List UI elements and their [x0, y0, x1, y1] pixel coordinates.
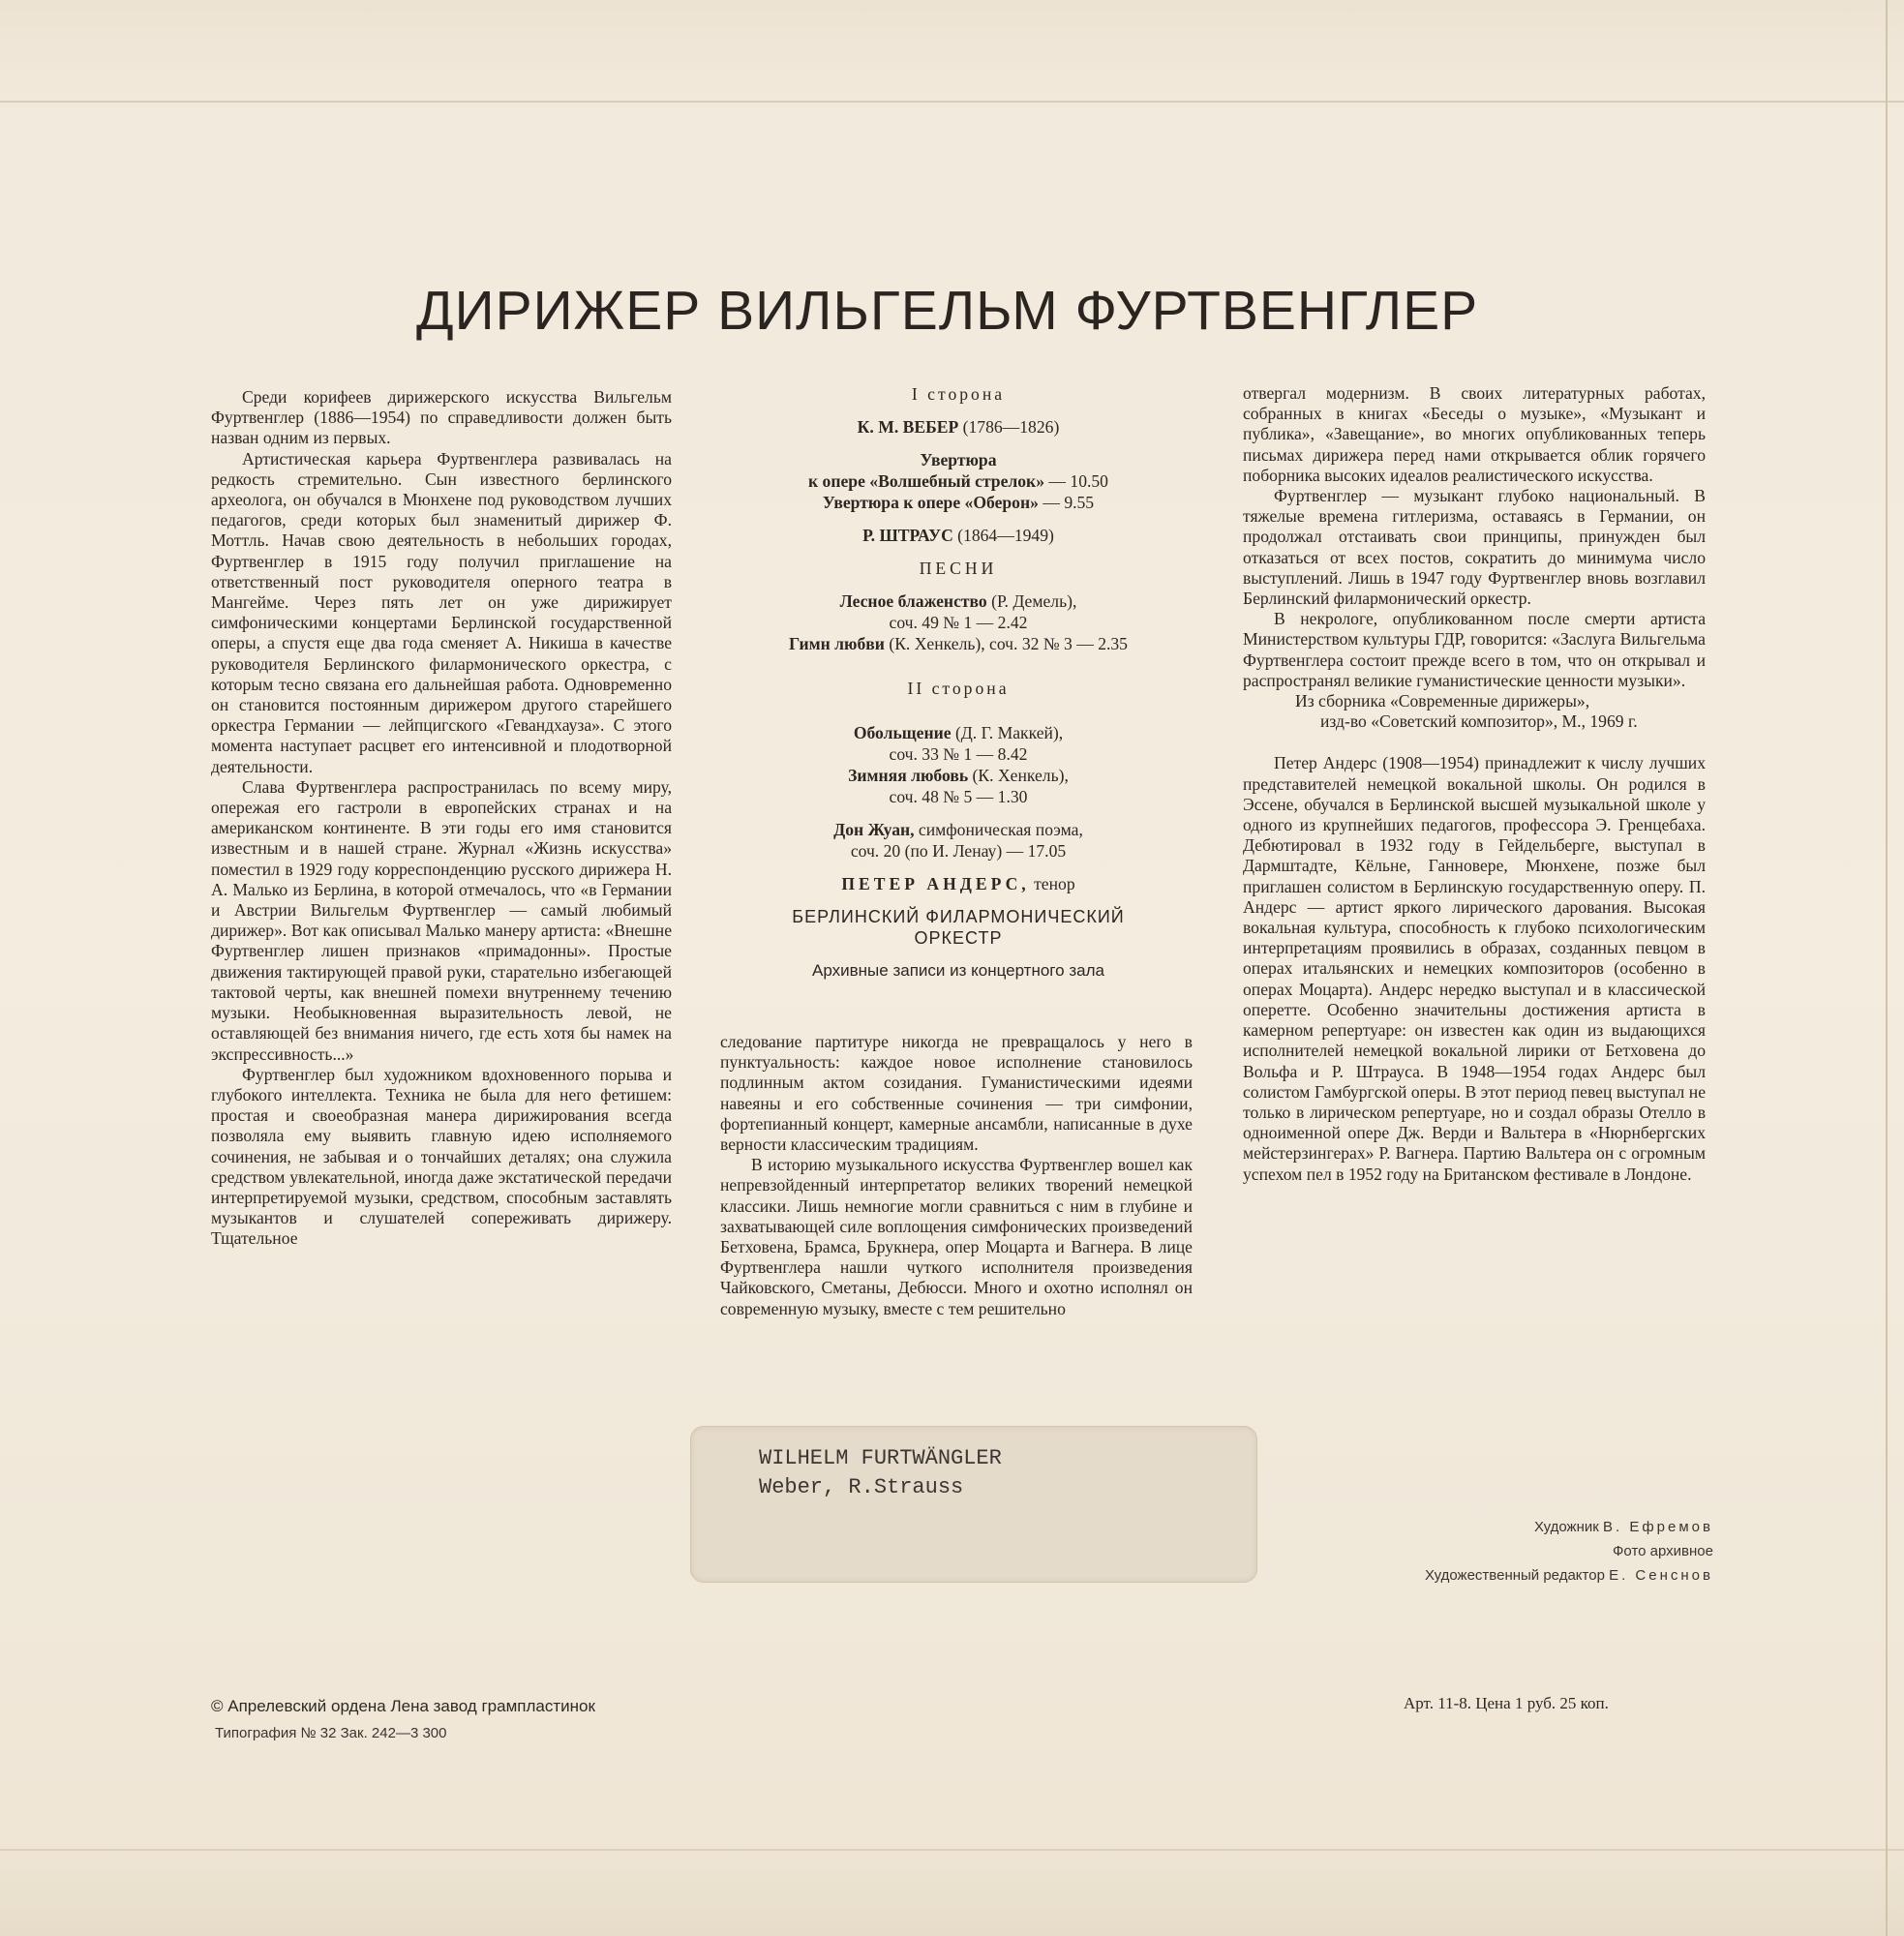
sticker-line-1: WILHELM FURTWÄNGLER [759, 1446, 1002, 1470]
paragraph: отвергал модернизм. В своих литературных работах, собранных в книгах «Беседы о музыке», «Музыкант и публика», «Завещание», во многих опубликованных теперь письмах дирижера перед нами открывается облик горячего поборника высоких идеалов реалистического искусства. [1243, 383, 1706, 485]
source-citation-publisher: изд-во «Советский композитор», М., 1969 г. [1320, 711, 1638, 732]
track-5: Обольщение (Д. Г. Маккей), соч. 33 № 1 — 8.42 [853, 723, 1064, 764]
paragraph: следование партитуре никогда не превращалось у него в пунктуальность: каждое новое исполнение становилось подлинным актом созидания. Гуманистическими идеями навеяны и его собственные сочинения — три симфонии, фортепианный концерт, камерные ансамбли, написанные в духе верности классическим традициям. [720, 1032, 1193, 1155]
price-line: Арт. 11-8. Цена 1 руб. 25 коп. [1404, 1694, 1609, 1712]
composer-weber: К. М. ВЕБЕР (1786—1826) [857, 417, 1060, 437]
paragraph: Слава Фуртвенглера распространилась по всему миру, опережая его гастроли в европейских странах и на американском континенте. В эти годы его имя становится известным и в нашей стране. Журнал «Жизнь искусства» поместил в 1929 году корреспонденцию русского дирижера Н. А. Малько из Берлина, в которой отмечалось, что «в Германии и Австрии Вильгельм Фуртвенглер — самый любимый дирижер». Вот как описывал Малько манеру артиста: «Внешне Фуртвенглер лишен признаков «примадонны». Простые движения тактирующей правой руки, старательно избегающей тактовой черты, как внешней помехи внутреннему течению музыки. Необыкновенная выразительность левой, не оставляющей без внимания ничего, где есть хотя бы намек на экспрессивность...» [211, 776, 672, 1064]
songs-heading: ПЕСНИ [919, 559, 998, 578]
paragraph: Фуртвенглер был художником вдохновенного порыва и глубокого интеллекта. Техника не была для него фетишем: простая и своеобразная манера дирижирования всегда позволяла ему выявить главную идею исполняемого сочинения, не забывая и о тончайших деталях; она служила средством увлекательной, иногда даже экстатической передачи интерпретируемой музыки, средством, способным заставлять музыкантов и слушателей сопереживать дирижеру. Тщательное [211, 1064, 672, 1249]
track-1: Увертюра к опере «Волшебный стрелок» — 10.50 [808, 450, 1108, 491]
biography-middle-column [720, 1032, 1193, 1319]
source-citation: Из сборника «Современные дирижеры», [1295, 691, 1590, 711]
tracklist [726, 383, 1191, 982]
track-4: Гимн любви (К. Хенкель), соч. 32 № 3 — 2.35 [789, 634, 1128, 653]
biography-left-column [211, 387, 672, 1250]
track-2: Увертюра к опере «Оберон» — 9.55 [822, 493, 1095, 512]
archive-note: Архивные записи из концертного зала [812, 961, 1104, 980]
track-7: Дон Жуан, симфоническая поэма, соч. 20 (по И. Ленау) — 17.05 [833, 820, 1083, 861]
paragraph: Фуртвенглер — музыкант глубоко национальный. В тяжелые времена гитлеризма, оставаясь в Германии, он продолжал отстаивать свои принципы, принужден был отказаться от всех постов, сократить до минимума число выступлений. Лишь в 1947 году Фуртвенглер вновь возглавил Берлинский филармонический оркестр. [1243, 486, 1706, 609]
paragraph: Артистическая карьера Фуртвенглера развивалась на редкость стремительно. Сын известного берлинского археолога, он обучался в Мюнхене под руководством лучших педагогов, среди которых был знаменитый дирижер Ф. Моттль. Начав свою деятельность в небольших городах, Фуртвенглер в 1915 году получил приглашение на ответственный пост руководителя оперного театра в Мангейме. Через пять лет он уже дирижирует симфоническими концертами Берлинской государственной оперы, а спустя еще два года сменяет А. Никиша в качестве руководителя Берлинского филармонического оркестра, с которым тесно связана его дальнейшая работа. Одновременно он становится постоянным дирижером другого старейшего оркестра Германии — лейпцигского «Гевандхауза». С этого момента наступает расцвет его интенсивной и плодотворной деятельности. [211, 448, 672, 776]
track-6: Зимняя любовь (К. Хенкель), соч. 48 № 5 — 1.30 [848, 766, 1069, 806]
orchestra: БЕРЛИНСКИЙ ФИЛАРМОНИЧЕСКИЙ ОРКЕСТР [792, 907, 1125, 948]
paragraph: В историю музыкального искусства Фуртвенглер вошел как непревзойденный интерпретатор великих творений немецкой классики. Лишь немногие могли сравниться с ним в глубине и захватывающей силе воплощения симфонических произведений Бетховена, Брамса, Брукнера, опер Моцарта и Вагнера. В лице Фуртвенглера нашли чуткого исполнителя произведения Чайковского, Сметаны, Дебюсси. Много и охотно исполнял он современную музыку, вместе с тем решительно [720, 1155, 1193, 1318]
catalog-sticker [690, 1426, 1257, 1583]
soloist: ПЕТЕР АНДЕРС, тенор [841, 874, 1075, 893]
credits [1307, 1515, 1713, 1588]
printing-line: Типография № 32 Зак. 242—3 300 [215, 1725, 447, 1741]
credit-artist: Художник В. Ефремов [1533, 1519, 1713, 1535]
fold-line-top [0, 101, 1904, 103]
biography-right-column [1243, 383, 1706, 1185]
publisher-line: © Апрелевский ордена Лена завод грампластинок [211, 1697, 595, 1715]
page-title: ДИРИЖЕР ВИЛЬГЕЛЬМ ФУРТВЕНГЛЕР [416, 280, 1479, 342]
fold-line-bottom [0, 1849, 1904, 1851]
paragraph: Среди корифеев дирижерского искусства Вильгельм Фуртвенглер (1886—1954) по справедливости должен быть назван одним из первых. [211, 387, 672, 448]
sticker-line-2: Weber, R.Strauss [759, 1475, 964, 1499]
credit-photo: Фото архивное [1613, 1543, 1713, 1559]
credit-editor: Художественный редактор Е. Сенснов [1424, 1567, 1713, 1584]
track-3: Лесное блаженство (Р. Демель), соч. 49 № 1 — 2.42 [839, 591, 1077, 632]
side-one-heading: I сторона [911, 384, 1006, 404]
paragraph: В некрологе, опубликованном после смерти артиста Министерством культуры ГДР, говорится: «Заслуга Вильгельма Фуртвенглера состоит прежде всего в том, что он открывал и распространял великие гуманистические ценности музыки». [1243, 609, 1706, 690]
side-two-heading: II сторона [907, 679, 1010, 698]
composer-strauss: Р. ШТРАУС (1864—1949) [862, 526, 1054, 545]
fold-line-right [1886, 0, 1888, 1936]
anders-biography: Петер Андерс (1908—1954) принадлежит к числу лучших представителей немецкой вокальной школы. Он родился в Эссене, обучался в Берлинской высшей музыкальной школе у одного из крупнейших педагогов, профессора Э. Гренцебаха. Дебютировал в 1932 году в Гейдельберге, выступал в Дармштадте, Кёльне, Ганновере, Мюнхене, позже был приглашен солистом в Берлинскую государственную оперу. П. Андерс — артист яркого лирического дарования. Высокая вокальная культура, способность к глубоко психологическим интерпретациям проявились в образах, созданных певцом в операх итальянских и немецких композиторов (особенно в операх Моцарта). Андерс нередко выступал и в классической оперетте. Особенно значительны достижения артиста в камерном репертуаре: он известен как один из выдающихся исполнителей немецкой вокальной лирики от Бетховена до Вольфа и Р. Штрауса. В 1948—1954 годах Андерс был солистом Гамбургской оперы. В этот период певец выступал не только в лирическом репертуаре, но и создал образы Отелло в одноименной опере Дж. Верди и Вальтера в «Нюрнбергских мейстерзингерах» Р. Вагнера. Партию Вальтера он с огромным успехом пел в 1952 году на Британском фестивале в Лондоне. [1243, 753, 1706, 1184]
